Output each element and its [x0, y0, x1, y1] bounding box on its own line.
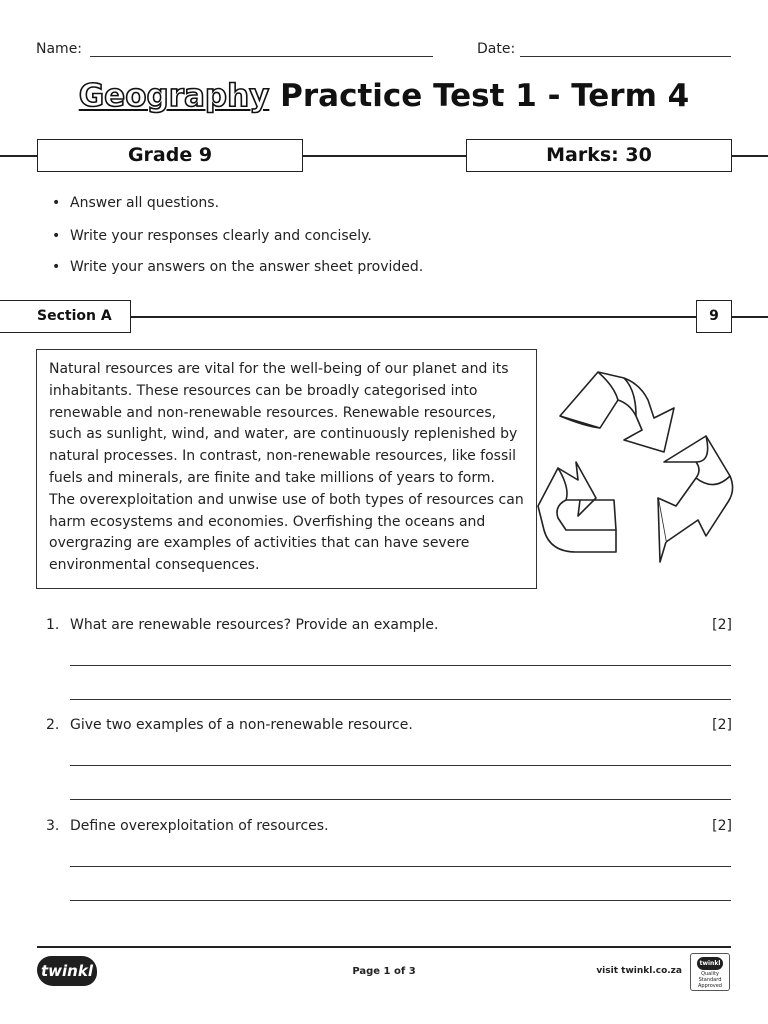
question-number: 3. — [46, 818, 60, 834]
recycle-icon — [536, 366, 736, 572]
instruction-text: Write your responses clearly and concisely. — [70, 228, 372, 244]
instruction-text: Write your answers on the answer sheet provided. — [70, 259, 424, 275]
instruction-item: • Write your responses clearly and concisely. — [52, 228, 372, 244]
badge-text: Quality Standard Approved — [698, 971, 722, 989]
page-number: Page 1 of 3 — [352, 966, 416, 977]
quality-badge — [690, 953, 730, 991]
section-marks: 9 — [696, 300, 732, 333]
question-item — [46, 717, 732, 733]
answer-line[interactable] — [70, 866, 731, 867]
question-marks: [2] — [712, 617, 732, 633]
date-field[interactable] — [520, 56, 731, 57]
grade-box: Grade 9 — [37, 139, 303, 172]
passage-text: Natural resources are vital for the well-being of our planet and its inhabitants. These resources can be broadly categorised into renewable and non-renewable resources. Renewable resources, such as sunlight, wind, and water, are continuously replenished by natural processes. In contrast, non-renewable resources, like fossil fuels and minerals, are finite and take millions of years to form. The overexploitation and unwise use of both types of resources can harm ecosystems and economies. Overfishing the oceans and overgrazing are examples of activities that can have severe environmental consequences. — [36, 349, 537, 589]
question-marks: [2] — [712, 818, 732, 834]
title-rest: Practice Test 1 - Term 4 — [269, 78, 690, 114]
name-label: Name: — [36, 41, 83, 57]
instruction-item: • Answer all questions. — [52, 195, 220, 211]
question-text: Define overexploitation of resources. — [70, 818, 329, 834]
date-label: Date: — [477, 41, 516, 57]
question-number: 1. — [46, 617, 60, 633]
instruction-text: Answer all questions. — [70, 195, 220, 211]
answer-line[interactable] — [70, 900, 731, 901]
badge-logo: twinkl — [697, 957, 723, 970]
footer-rule — [37, 946, 731, 948]
question-text: What are renewable resources? Provide an example. — [70, 617, 439, 633]
twinkl-logo: twinkl — [37, 956, 97, 986]
name-field[interactable] — [90, 56, 433, 57]
question-item — [46, 617, 732, 633]
page-title — [0, 78, 768, 114]
answer-line[interactable] — [70, 799, 731, 800]
marks-box: Marks: 30 — [466, 139, 732, 172]
question-number: 2. — [46, 717, 60, 733]
question-item — [46, 818, 732, 834]
answer-line[interactable] — [70, 665, 731, 666]
instruction-item: • Write your answers on the answer sheet provided. — [52, 259, 424, 275]
question-text: Give two examples of a non-renewable resource. — [70, 717, 413, 733]
question-marks: [2] — [712, 717, 732, 733]
answer-line[interactable] — [70, 765, 731, 766]
title-subject: Geography — [78, 78, 270, 114]
website-link[interactable]: visit twinkl.co.za — [596, 966, 682, 976]
answer-line[interactable] — [70, 699, 731, 700]
section-label: Section A — [0, 300, 131, 333]
